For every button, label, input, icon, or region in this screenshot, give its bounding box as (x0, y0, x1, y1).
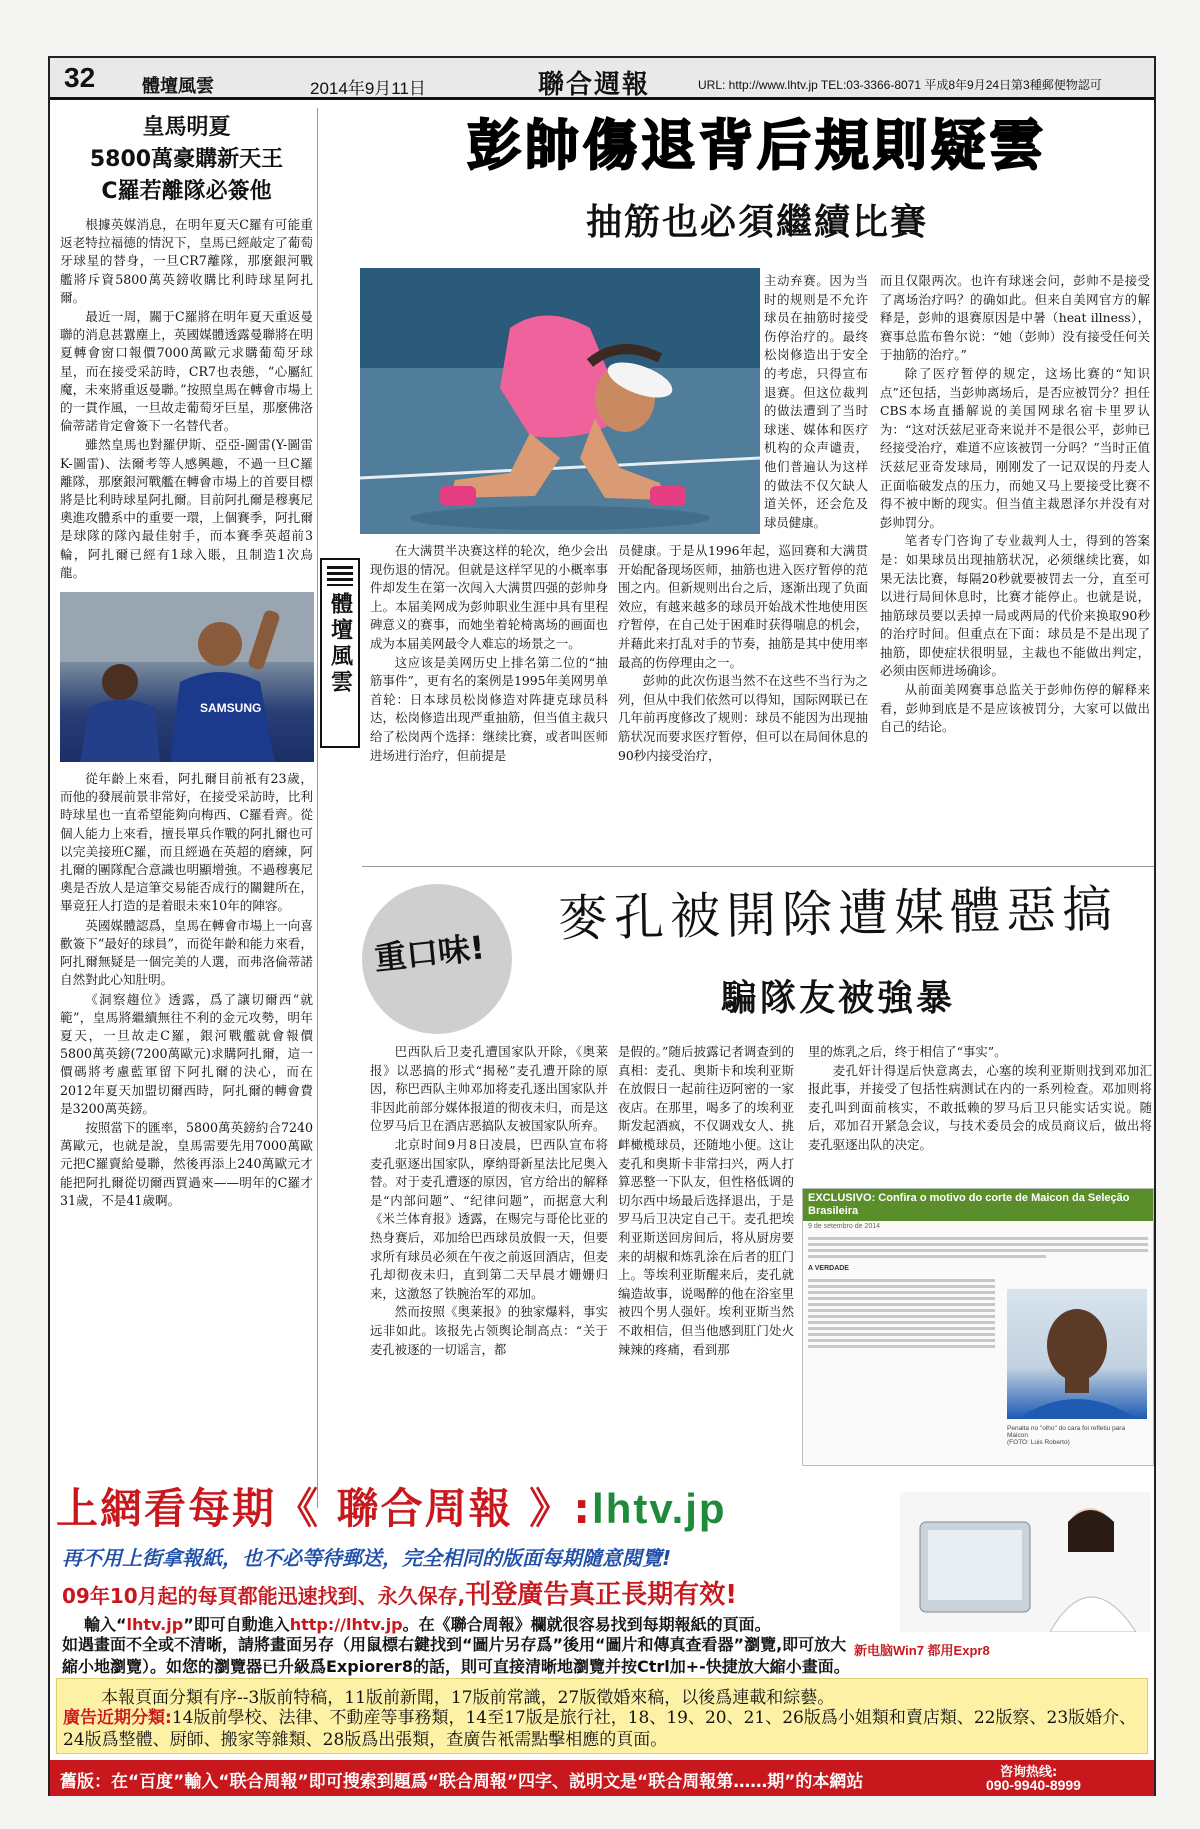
ad-url-link[interactable]: http://lhtv.jp (289, 1615, 403, 1634)
ad-text: ”即可自動進入 (183, 1615, 290, 1634)
left-story (56, 108, 318, 1508)
advertisement (50, 1472, 1154, 1796)
flavor-badge-text: 重口味! (372, 928, 487, 978)
inset-date: 9 de setembro de 2014 (808, 1223, 880, 1230)
inset-section-label: A VERDADE (808, 1265, 849, 1272)
left-paragraph: 從年齡上來看，阿扎爾目前衹有23歲，而他的發展前景非常好，在接受采訪時，比利時球星也一直希望能夠向梅西、C羅看齊。從個人能力上來看，擅長單兵作戰的阿扎爾也可以完美接班C羅，而且經過在英超的磨練，阿扎爾的團隊配合意識也明顯增強。不過穆裏尼奧是否放人是這筆交易能否成行的關鍵所在，畢竟狂人打造的是着眼未來10年的陣容。 (60, 771, 313, 914)
section-tag-text: 體壇風雲 (327, 592, 353, 696)
web-screenshot-inset (802, 1188, 1154, 1466)
tennis-photo-art (360, 268, 760, 534)
ad-category-label: 廣告近期分類: (63, 1708, 172, 1728)
ad-red-line-a: 09年10月起的每頁都能迅速找到、永久保存, (62, 1584, 466, 1608)
ad-headline-text: 上網看每期《 聯合周報 》: (56, 1484, 593, 1533)
left-body-bottom (56, 770, 317, 1210)
maicon-photo-art (1007, 1289, 1147, 1419)
main-headline: 彭帥傷退背后規則疑雲 (467, 114, 1047, 177)
inset-caption-line: Penalta no "olho" do cara foi refletiu para Maicon (1007, 1425, 1126, 1439)
maicon-photo (1007, 1289, 1147, 1419)
hotline-label: 咨询热线: (1000, 1765, 1058, 1780)
issue-date: 2014年9月11日 (310, 79, 426, 98)
left-paragraph: 按照當下的匯率，5800萬英鎊約合7240萬歐元，也就是說，皇馬需要先用7000萬歐元把C羅賣給曼聯，然後再添上240萬歐元才能把阿扎爾從切爾西買過來——明年的C羅才31歲，不是41歲啊。 (60, 1119, 314, 1208)
ad-text: 輸入“ (84, 1615, 127, 1634)
section-tag (320, 558, 360, 748)
main-paragraph: 除了医疗暂停的规定，这场比赛的“知识点”还包括，当彭帅离场后，是否应被罚分？担任CBS本场直播解说的美国网球名宿卡里罗认为：“这对沃兹尼亚奇来说并不是很公平，彭帅已经接受治疗，难道不应该被罚一分吗？”当时正值沃兹尼亚奇发球局，刚刚发了一记双误的丹麦人正面临破发点的压力，而她又马上要接受比赛不得不被中断的现实。但当值主裁恩泽尔并没有对彭帅罚分。 (880, 365, 1150, 530)
ad-category-box (56, 1678, 1148, 1754)
second-paragraph: 巴西队后卫麦孔遭国家队开除，《奥莱报》以恶搞的形式“揭秘”麦孔遭开除的原因，称巴西队主帅邓加将麦孔逐出国家队并非因此前部分媒体报道的彻夜未归，而是这位罗马后卫在酒店恶搞队友被国家队所弃。 (370, 1044, 608, 1134)
inset-caption-line: (FOTO: Luis Roberto) (1007, 1439, 1070, 1446)
story-divider (362, 866, 1154, 867)
left-headline-line-3: C羅若離隊必簽他 (101, 179, 272, 204)
ad-red-line-b: 刊登廣告真正長期有效! (465, 1580, 738, 1610)
ad-help-text: 如遇畫面不全或不清晰，請將畫面另存（用鼠標右鍵找到“圖片另存爲”後用“圖片和傳真查看器”瀏覽,即可放大縮小地瀏覽）。如您的瀏覽器已升級爲Expiorer8的話，則可直接清晰地瀏覽并按Ctrl加+-快捷放大縮小畫面。 (62, 1635, 850, 1676)
ad-category-line: 本報頁面分類有序--3版前特稿，11版前新聞，17版前常識，27版徵婚來稿，以後爲連載和綜藝。 (101, 1688, 835, 1708)
main-paragraph: 笔者专门咨询了专业裁判人士，得到的答案是：如果球员出现抽筋状况，必须继续比赛，如果无法比赛，每隔20秒就要被罚去一分，直至可以进行局间休息时，比赛才能停止。也就是说，抽筋球员要以丢掉一局或两局的代价来换取90秒的治疗时间。但重点在下面：球员是不是出现了抽筋，即使症状很明显，主裁也不能做出判定，必须由医师进场确诊。 (880, 533, 1150, 679)
hazard-photo (60, 592, 314, 762)
inset-title: EXCLUSIVO: Confira o motivo do corte de Maicon da Seleção Brasileira (803, 1189, 1153, 1221)
left-headline-line-2: 5800萬豪購新天王 (89, 147, 284, 172)
ad-site-name[interactable]: lhtv.jp (592, 1485, 727, 1532)
left-body-top (56, 216, 317, 582)
left-paragraph: 雖然皇馬也對羅伊斯、亞亞-圖雷(Y-圖雷 K-圖雷)、法爾考等人感興趣，不過一旦C羅離隊，那麼銀河戰艦在轉會市場上的首要目標將是比利時球星阿扎爾。目前阿扎爾是穆裏尼奧進攻體系中的重要一環，上個賽季，阿扎爾是球隊的隊內最佳射手，而本賽季英超前3輪，阿扎爾已經有1球入賬，且制造1次烏龍。 (60, 437, 313, 580)
ad-category-text: 14版前學校、法律、不動産等事務類，14至17版是旅行社，18、19、20、21、26版爲小姐類和賣店類、22版察、23版婚介、24版爲整體、厨師、搬家等雜類、28版爲出張類，查廣告衹需點擊相應的頁面。 (63, 1708, 1137, 1750)
ad-headline (56, 1476, 896, 1536)
left-paragraph: 最近一周，關于C羅將在明年夏天重返曼聯的消息甚囂塵上，英國媒體透露曼聯將在明夏轉會窗口報價7000萬歐元求購葡萄牙球星，而在接受采訪時，CR7也表態，“心屬紅魔，未來將重返曼聯。”按照皇馬在轉會市場上的一貫作風，一旦故走葡萄牙巨星，那麼佛洛倫蒂諾肯定會簽下一名替代者。 (60, 309, 313, 434)
second-col-3 (808, 1043, 1152, 1155)
ad-win7-note: 新电脑Win7 都用Expr8 (854, 1643, 990, 1658)
second-headline: 麥孔被開除遭媒體惡搞 (557, 880, 1119, 948)
main-col-a (370, 542, 608, 765)
hazard-photo-art (60, 592, 314, 762)
second-col-1 (370, 1043, 608, 1359)
ad-footer-text: 舊版：在“百度”輸入“联合周報”即可搜索到題爲“联合周報”四字、説明文是“联合周報第……期”的本網站 (60, 1772, 864, 1792)
main-paragraph: 主动弃赛。因为当时的规则是不允许球员在抽筋时接受伤停治疗的。最终松岗修造出于安全的考虑，只得宣布退赛。但这位裁判的做法遭到了当时球迷、媒体和医疗机构的众声谴责，他们普遍认为这样的做法不仅欠缺人道关怀，还会危及球员健康。 (764, 273, 868, 530)
main-subheadline: 抽筋也必須繼續比賽 (585, 202, 928, 243)
ad-instruction-line (84, 1612, 771, 1635)
ad-blue-line: 再不用上街拿報紙，也不必等待郵送，完全相同的版面每期隨意閱覽! (62, 1546, 672, 1570)
main-paragraph: 在大满贯半决赛这样的轮次，绝少会出现伤退的情况。但就是这样罕见的小概率事件却发生在第一次闯入大满贯四强的彭帅身上。本届美网成为彭帅职业生涯中具有里程碑意义的赛事，而她坐着轮椅离场的画面也成为本届美网最令人难忘的场景之一。 (370, 543, 608, 651)
second-subheadline: 騙隊友被強暴 (720, 978, 955, 1019)
ad-site-link[interactable]: lhtv.jp (126, 1615, 184, 1634)
left-paragraph: 英國媒體認爲，皇馬在轉會市場上一向喜歡簽下“最好的球員”，而從年齡和能力來看，阿扎爾無疑是一個完美的人選，而弗洛倫蒂諾自然對此心知肚明。 (60, 917, 313, 988)
ad-woman-laptop-art (900, 1492, 1150, 1632)
main-paragraph: 员健康。于是从1996年起，巡回赛和大满贯开始配备现场医师，抽筋也进入医疗暂停的范围之内。但新规则出台之后，逐渐出现了负面效应，有越来越多的球员开始战术性地使用医疗暂停，在自己处于困难时获得喘息的机会，并藉此来打乱对手的节奏，抽筋是其中使用率最高的伤停理由之一。 (618, 543, 868, 670)
section-name: 體壇風雲 (142, 76, 214, 97)
second-paragraph: 里的炼乳之后，终于相信了“事实”。 (808, 1044, 1007, 1059)
hotline-number[interactable]: 090-9940-8999 (986, 1777, 1081, 1793)
second-col-2 (618, 1043, 794, 1359)
ad-recent-categories (63, 1707, 1143, 1751)
page-header (50, 58, 1154, 100)
main-col-b (618, 542, 868, 765)
flavor-badge (362, 884, 512, 1034)
second-paragraph: 北京时间9月8日凌晨，巴西队宣布将麦孔驱逐出国家队，摩纳哥新星法比尼奥入替。对于麦孔遭逐的原因，官方给出的解释是“内部问题”、“纪律问题”，而据意大利《米兰体育报》透露，在赐完与哥伦比亚的热身赛后，邓加给巴西球员放假一天，但要求所有球员必须在午夜之前返回酒店，但麦孔却彻夜未归，直到第二天早晨才姗姗归来，这激怒了铁腕治军的邓加。 (370, 1136, 608, 1301)
header-url-info: URL: http://www.lhtv.jp TEL:03-3366-8071 平成8年9月24日第3種郵便物認可 (698, 78, 1102, 92)
main-paragraph: 从前面美网赛事总监关于彭帅伤停的解释来看，彭帅到底是不是应该被罚分，大家可以做出自己的结论。 (880, 682, 1150, 735)
left-paragraph: 《洞察趨位》透露，爲了讓切爾西“就範”，皇馬將繼續無往不利的金元攻勢，明年夏天，一旦故走C羅，銀河戰艦就會報價5800萬英鎊(7200萬歐元)求購阿扎爾，這一價碼將考慮藍軍留下阿扎爾的決心，而在2012年夏天加盟切爾西時，阿扎爾的轉會費是3200萬英鎊。 (60, 991, 313, 1116)
left-headline-line-1: 皇馬明夏 (142, 115, 231, 140)
ad-red-line (62, 1574, 737, 1611)
main-col-narrow (764, 272, 868, 532)
page-number: 32 (64, 62, 96, 93)
ad-text: 。在《聯合周報》欄就很容易找到每期報紙的頁面。 (402, 1615, 771, 1634)
main-paragraph: 这应该是美网历史上排名第二位的“抽筋事件”，更有名的案例是1995年美网男单首轮：日本球员松岗修造对阵捷克球员科达，松岗修造出现严重抽筋，但当值主裁只给了松岗两个选择：继续比赛，或者叫医师进场进行治疗，但前提是 (370, 654, 608, 763)
newspaper-logo: 聯合週報 (538, 70, 651, 100)
second-paragraph: 然而按照《奥莱报》的独家爆料，事实远非如此。该报先占领舆论制高点：“关于麦孔被逐的一切谣言，都 (370, 1304, 608, 1357)
second-paragraph: 麦孔奸计得逞后快意离去，心塞的埃利亚斯则找到邓加汇报此事，并接受了包括性病测试在内的一系列检查。邓加则将麦孔叫到面前核实，不敢抵赖的罗马后卫只能实话实说。随后，邓加召开紧急会议，与技术委员会的成员商议后，做出将麦孔驱逐出队的决定。 (808, 1062, 1152, 1152)
left-paragraph: 根據英媒消息，在明年夏天C羅有可能重返老特拉福德的情況下，皇馬已經敲定了葡萄牙球星的替身，一旦CR7離隊，那麼銀河戰艦將斥資5800萬英鎊收購比利時球星阿扎爾。 (60, 217, 313, 305)
tag-stripes (327, 566, 353, 586)
ad-woman-laptop-image (900, 1492, 1150, 1632)
newspaper-page (48, 56, 1156, 1796)
main-paragraph: 而且仅限两次。也许有球迷会问，彭帅不是接受了离场治疗吗？的确如此。但来自美网官方的解释是，彭帅的退赛原因是中暑（heat illness），赛事总监布鲁尔说：“她（彭帅）没有接受任何关于抽筋的治疗。” (880, 273, 1150, 363)
main-col-right (880, 272, 1150, 737)
tennis-photo (360, 268, 760, 534)
second-paragraph: 是假的。”随后披露记者调查到的真相：麦孔、奥斯卡和埃利亚斯在放假日一起前往迈阿密的一家夜店。在那里，喝多了的埃利亚斯发起酒疯，不仅调戏女人、挑衅橄榄球员，还随地小便。这让麦孔和奥斯卡非常扫兴，两人打算恶整一下队友，但性格低调的切尔西中场最后选择退出，于是罗马后卫决定自己干。麦孔把埃利亚斯送回房间后，将从厨房要来的胡椒和炼乳涂在后者的肛门上。等埃利亚斯醒来后，麦孔就编造故事，说喝醉的他在浴室里被四个男人强奸。埃利亚斯当然不敢相信，但当他感到肛门处火辣辣的疼痛，看到那 (618, 1044, 794, 1357)
left-headline (56, 112, 317, 208)
inset-caption (1007, 1425, 1147, 1446)
svg-text:SAMSUNG: SAMSUNG (200, 701, 262, 716)
ad-footer-bar (50, 1760, 1154, 1796)
main-paragraph: 彭帅的此次伤退当然不在这些不当行为之列，但从中我们依然可以得知，国际网联已在几年前再度修改了规则：球员不能因为出现抽筋状况而要求医疗暂停，但可以在局间休息的90秒内接受治疗， (618, 673, 868, 763)
